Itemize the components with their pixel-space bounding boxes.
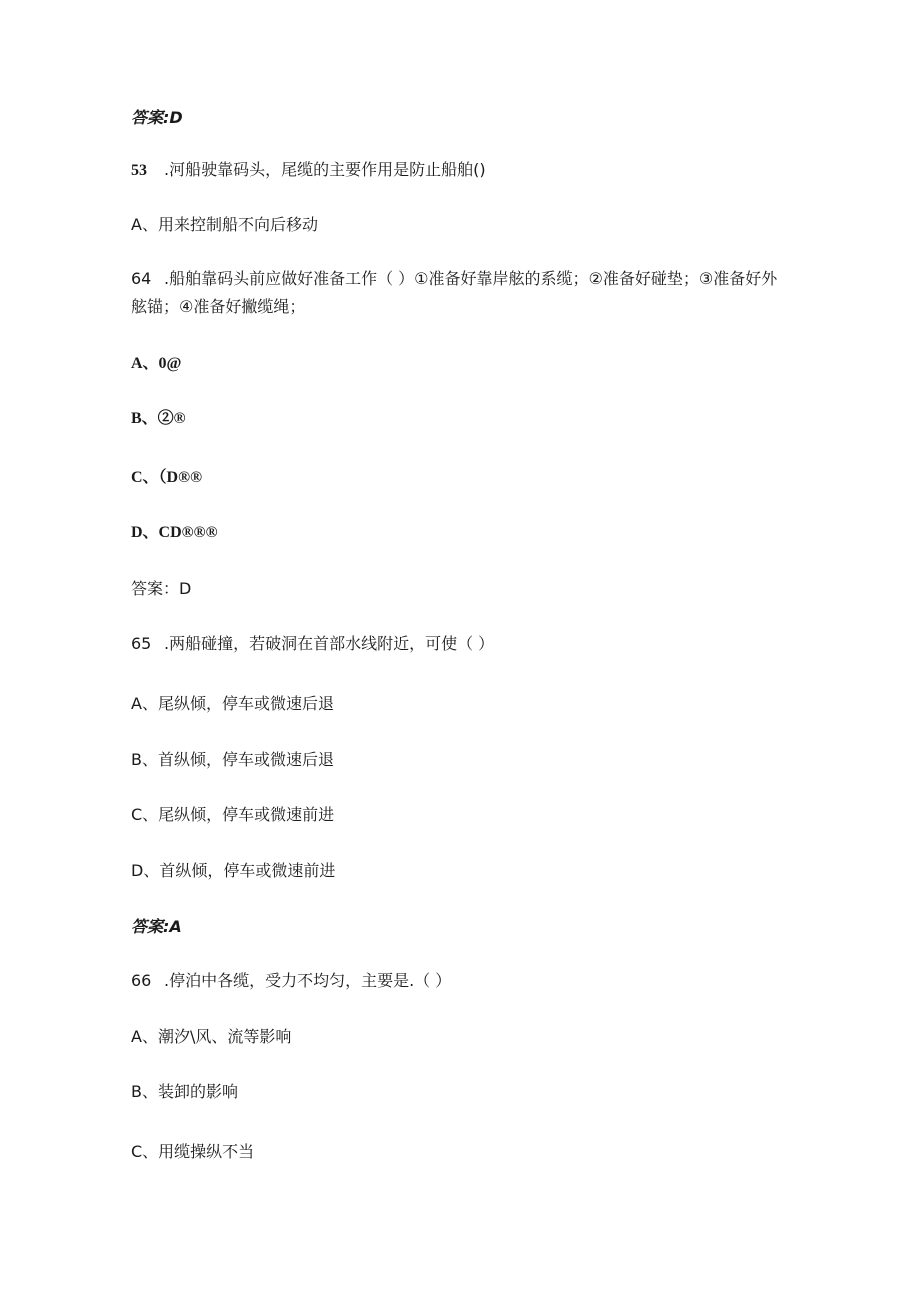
question-number: 53 [131,162,147,179]
question-text: .两船碰撞，若破洞在首部水线附近，可使（ ） [164,634,495,653]
answer-65: 答案:A [131,917,182,936]
question-66-option-b: B、装卸的影响 [131,1082,238,1101]
question-64-option-d: D、CD®®® [131,524,218,541]
question-66-option-a: A、潮汐\风、流等影响 [131,1027,292,1046]
question-66-option-c: C、用缆操纵不当 [131,1142,255,1161]
question-text: .河船驶靠码头，尾缆的主要作用是防止船舶() [164,160,486,179]
question-number: 66 [131,971,152,990]
question-53 [131,159,486,182]
question-text: .船舶靠码头前应做好准备工作（ ）①准备好靠岸舷的系缆；②准备好碰垫；③准备好外舷锚；④准备好撇缆绳； [131,269,778,316]
question-65-option-b: B、首纵倾，停车或微速后退 [131,750,334,769]
question-65-option-d: D、首纵倾，停车或微速前进 [131,861,336,880]
question-number: 64 [131,269,152,288]
question-number: 65 [131,634,152,653]
question-65 [131,633,494,655]
question-text: .停泊中各缆，受力不均匀，主要是.（ ） [164,971,452,990]
question-64-option-b: B、②® [131,410,186,427]
question-66 [131,970,451,992]
answer-64: 答案：D [131,579,192,598]
question-65-option-c: C、尾纵倾，停车或微速前进 [131,805,335,824]
question-64 [131,265,791,321]
question-65-option-a: A、尾纵倾，停车或微速后退 [131,694,334,713]
answer-52: 答案:D [131,108,183,127]
question-53-option-a: A、用来控制船不向后移动 [131,215,318,234]
question-64-option-c: C、（D®® [131,469,203,486]
question-64-option-a: A、0@ [131,355,182,372]
